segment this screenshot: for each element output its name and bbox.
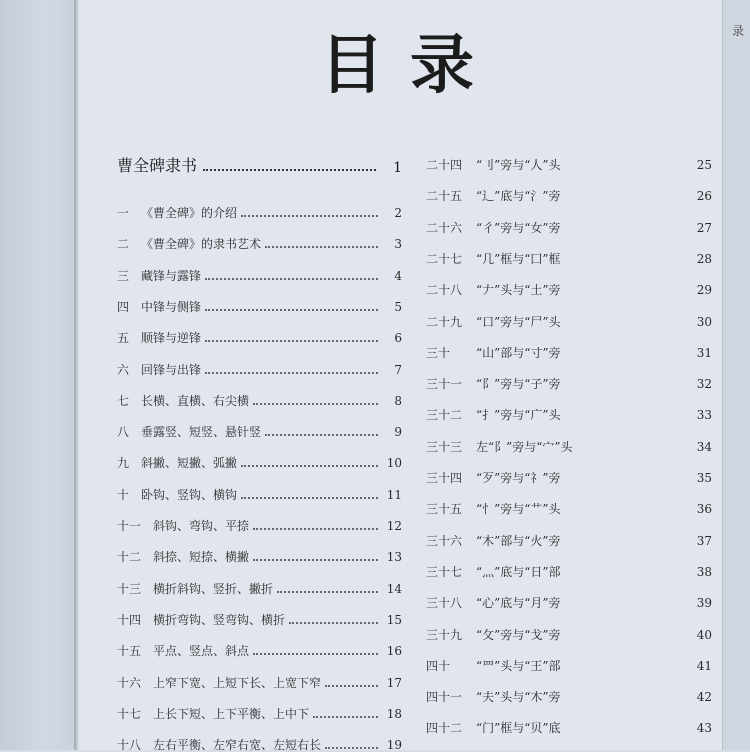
toc-entry-title: 中锋与侧锋 [141, 299, 202, 314]
leader-dots [205, 308, 378, 311]
toc-entry-number: 二十四 [426, 158, 463, 172]
leader-dots [565, 325, 684, 326]
toc-entry-number: 三十 [426, 345, 451, 360]
toc-entry-page: 28 [696, 251, 712, 266]
toc-entry-title: “𠂇”头与“土”旁 [476, 283, 561, 298]
leader-dots [277, 590, 378, 593]
toc-entry-title: 顺锋与逆锋 [141, 331, 202, 346]
toc-entry-page: 3 [394, 237, 402, 252]
toc-entry-number: 八 [117, 425, 130, 440]
toc-entry-number: 十六 [117, 675, 142, 690]
toc-entry-page: 34 [696, 439, 712, 454]
toc-entry-title: “辶”底与“氵”旁 [476, 189, 561, 204]
toc-entry-page: 2 [394, 206, 402, 220]
running-head: 录 [731, 24, 744, 38]
toc-entry[interactable] [426, 653, 712, 673]
toc-entry-page: 29 [696, 283, 712, 298]
toc-entry-title: 长横、直横、右尖横 [141, 393, 250, 408]
toc-entry-page: 16 [386, 644, 402, 659]
leader-dots [565, 700, 684, 701]
toc-entry-page: 9 [394, 425, 402, 440]
toc-entry-number: 十七 [117, 706, 142, 721]
leader-dots [565, 356, 684, 357]
toc-entry-number: 四 [117, 299, 130, 314]
toc-entry-number: 二十九 [426, 314, 463, 329]
toc-entry[interactable] [426, 559, 712, 579]
toc-entry-title: “灬”底与“日”部 [476, 564, 561, 579]
leader-dots [253, 527, 378, 530]
toc-entry-title: “歹”旁与“礻”旁 [476, 471, 561, 485]
toc-entry-number: 四十二 [426, 721, 463, 736]
toc-entry-page: 4 [394, 268, 402, 283]
leader-dots [241, 214, 378, 217]
toc-entry-title: 藏锋与露锋 [141, 268, 202, 283]
toc-entry-title: 斜撇、短撇、弧撇 [141, 456, 238, 471]
leader-dots [565, 606, 684, 607]
toc-entry-page: 36 [696, 502, 712, 517]
toc-entry-page: 14 [386, 581, 402, 596]
leader-dots [325, 746, 378, 749]
toc-entry-title: 回锋与出锋 [141, 362, 202, 377]
toc-entry[interactable] [117, 419, 402, 439]
toc-entry-title: 卧钩、竖钩、横钩 [141, 487, 238, 502]
section-heading[interactable] [117, 150, 402, 176]
leader-dots [265, 245, 378, 248]
toc-entry[interactable] [117, 231, 402, 251]
toc-entry-page: 10 [386, 456, 402, 471]
toc-entry-page: 11 [386, 487, 402, 502]
toc-entry-title: “扌”旁与“广”头 [476, 408, 561, 423]
toc-entry-page: 30 [696, 314, 712, 329]
toc-entry-page: 5 [394, 299, 402, 314]
toc-entry[interactable] [117, 670, 402, 690]
leader-dots [205, 339, 378, 342]
toc-entry-page: 26 [696, 189, 712, 204]
leader-dots [265, 433, 378, 436]
facing-page-edge [0, 0, 78, 750]
toc-entry[interactable] [426, 434, 712, 454]
leader-dots [565, 544, 684, 545]
toc-entry[interactable] [426, 684, 712, 704]
leader-dots [565, 418, 684, 419]
toc-entry-title: “阝”旁与“子”旁 [476, 377, 561, 392]
toc-entry-number: 一 [117, 206, 130, 220]
toc-entry-page: 40 [696, 627, 712, 642]
toc-entry[interactable] [426, 590, 712, 610]
leader-dots [577, 450, 684, 451]
leader-dots [565, 262, 684, 263]
toc-entry-page: 15 [386, 612, 402, 627]
toc-entry-page: 25 [696, 158, 712, 172]
toc-entry-title: “山”部与“寸”旁 [476, 345, 561, 360]
toc-entry[interactable] [117, 325, 402, 345]
toc-entry[interactable] [426, 496, 712, 516]
toc-entry-title: 平点、竖点、斜点 [153, 644, 250, 659]
toc-entry-number: 九 [117, 456, 130, 471]
toc-entry[interactable] [117, 607, 402, 627]
toc-entry[interactable] [426, 622, 712, 642]
toc-entry[interactable] [426, 152, 712, 172]
toc-entry-number: 二十七 [426, 251, 463, 266]
toc-entry[interactable] [117, 732, 402, 752]
toc-entry-page: 39 [696, 596, 712, 611]
toc-entry-number: 三十二 [426, 408, 463, 423]
toc-entry[interactable] [426, 309, 712, 329]
toc-entry[interactable] [117, 638, 402, 658]
leader-dots [325, 684, 378, 687]
toc-entry-title: 上长下短、上下平衡、上中下 [153, 706, 310, 721]
toc-entry-page: 18 [386, 706, 402, 721]
leader-dots [565, 638, 684, 639]
toc-entry[interactable] [426, 371, 712, 391]
toc-entry-number: 二十六 [426, 220, 463, 235]
toc-entry[interactable] [117, 450, 402, 470]
toc-entry-page: 19 [386, 738, 402, 752]
toc-entry-page: 37 [696, 533, 712, 548]
section-heading-label: 曹全碑隶书 [117, 156, 198, 175]
toc-entry[interactable] [426, 465, 712, 485]
leader-dots [565, 199, 684, 200]
toc-entry-number: 十五 [117, 644, 142, 659]
leader-dots [313, 715, 378, 718]
toc-entry-page: 38 [696, 564, 712, 579]
leader-dots [253, 402, 378, 405]
toc-entry-title: “心”底与“月”旁 [476, 596, 561, 611]
toc-entry-title: “木”部与“火”旁 [476, 533, 561, 548]
toc-entry-number: 三十四 [426, 471, 463, 485]
leader-dots [203, 169, 376, 171]
toc-entry-number: 三 [117, 268, 130, 283]
leader-dots [205, 371, 378, 374]
toc-entry-page: 31 [696, 345, 712, 360]
toc-entry-number: 二十五 [426, 189, 463, 204]
toc-entry-number: 三十八 [426, 596, 463, 611]
toc-entry-title: 横折斜钩、竖折、撇折 [153, 581, 274, 596]
toc-entry-page: 17 [386, 675, 402, 690]
leader-dots [565, 387, 684, 388]
leader-dots [565, 231, 684, 232]
toc-entry-title: “门”框与“贝”底 [476, 721, 561, 736]
toc-entry-number: 四十 [426, 658, 451, 673]
toc-entry-title: 斜钩、弯钩、平捺 [153, 519, 250, 533]
toc-entry-number: 十 [117, 487, 130, 502]
leader-dots [565, 512, 684, 513]
toc-entry-page: 41 [696, 658, 712, 673]
toc-entry-page: 6 [394, 331, 402, 346]
next-page-edge [722, 0, 750, 750]
toc-entry-page: 7 [394, 362, 402, 377]
toc-entry-title: 《曹全碑》的隶书艺术 [141, 237, 262, 252]
toc-entry[interactable] [117, 388, 402, 408]
leader-dots [253, 558, 378, 561]
toc-entry[interactable] [117, 357, 402, 377]
toc-entry-page: 12 [386, 519, 402, 533]
toc-entry-number: 十一 [117, 519, 142, 533]
toc-entry-number: 三十七 [426, 564, 463, 579]
toc-entry-page: 32 [696, 377, 712, 392]
toc-entry[interactable] [117, 576, 402, 596]
leader-dots [565, 575, 684, 576]
toc-entry-page: 42 [696, 690, 712, 705]
toc-entry[interactable] [426, 277, 712, 297]
leader-dots [241, 464, 378, 467]
leader-dots [565, 669, 684, 670]
toc-entry-number: 二十八 [426, 283, 463, 298]
toc-entry-page: 35 [696, 471, 712, 485]
toc-entry[interactable] [117, 513, 402, 533]
toc-entry-number: 十四 [117, 612, 142, 627]
toc-entry-number: 十二 [117, 550, 142, 565]
toc-entry-page: 8 [394, 393, 402, 408]
toc-entry-number: 五 [117, 331, 130, 346]
toc-entry-title: 左“阝”旁与“宀”头 [476, 439, 573, 454]
leader-dots [565, 293, 684, 294]
toc-entry-number: 七 [117, 393, 130, 408]
leader-dots [565, 168, 684, 169]
toc-entry-title: “罒”头与“王”部 [476, 658, 561, 673]
toc-entry-number: 十三 [117, 581, 142, 596]
toc-entry-number: 三十九 [426, 627, 463, 642]
leader-dots [253, 652, 378, 655]
section-heading-page: 1 [393, 160, 402, 176]
toc-entry-title: “彳”旁与“女”旁 [476, 220, 561, 235]
toc-entry-page: 27 [696, 220, 712, 235]
toc-entry-title: 上窄下宽、上短下长、上宽下窄 [153, 675, 322, 690]
toc-entry-number: 三十一 [426, 377, 463, 392]
toc-entry[interactable] [117, 200, 402, 220]
toc-entry-title: 《曹全碑》的介绍 [141, 206, 238, 220]
toc-entry[interactable] [426, 528, 712, 548]
toc-entry-number: 六 [117, 362, 130, 377]
leader-dots [565, 481, 684, 482]
toc-entry-page: 33 [696, 408, 712, 423]
toc-entry-title: 垂露竖、短竖、悬针竖 [141, 425, 262, 440]
toc-entry[interactable] [117, 701, 402, 721]
toc-entry-number: 三十三 [426, 439, 463, 454]
toc-entry[interactable] [426, 246, 712, 266]
toc-entry-title: “口”旁与“尸”头 [476, 314, 561, 329]
toc-entry[interactable] [117, 544, 402, 564]
toc-entry[interactable] [426, 215, 712, 235]
toc-entry-number: 十八 [117, 738, 142, 752]
toc-entry-page: 13 [386, 550, 402, 565]
toc-entry-title: “攵”旁与“戈”旁 [476, 627, 561, 642]
page-title: 目录 [320, 28, 500, 103]
toc-entry[interactable] [426, 715, 712, 735]
toc-entry-title: 左右平衡、左窄右宽、左短右长 [153, 738, 322, 752]
toc-entry[interactable] [426, 402, 712, 422]
leader-dots [205, 277, 378, 280]
toc-entry-title: “刂”旁与“人”头 [476, 158, 561, 172]
toc-entry[interactable] [117, 294, 402, 314]
toc-entry[interactable] [117, 482, 402, 502]
toc-entry-number: 三十六 [426, 533, 463, 548]
toc-entry-number: 二 [117, 237, 130, 252]
toc-entry-number: 四十一 [426, 690, 463, 705]
leader-dots [565, 731, 684, 732]
toc-entry[interactable] [426, 183, 712, 203]
toc-entry-number: 三十五 [426, 502, 463, 517]
toc-entry-title: “忄”旁与“艹”头 [476, 502, 561, 517]
toc-entry-page: 43 [696, 721, 712, 736]
toc-entry-title: 横折弯钩、竖弯钩、横折 [153, 612, 286, 627]
toc-entry[interactable] [426, 340, 712, 360]
toc-entry-title: 斜捺、短捺、横撇 [153, 550, 250, 565]
toc-entry[interactable] [117, 263, 402, 283]
toc-entry-title: “几”框与“囗”框 [476, 251, 561, 266]
toc-entry-title: “夫”头与“木”旁 [476, 690, 561, 705]
leader-dots [241, 496, 378, 499]
leader-dots [289, 621, 378, 624]
